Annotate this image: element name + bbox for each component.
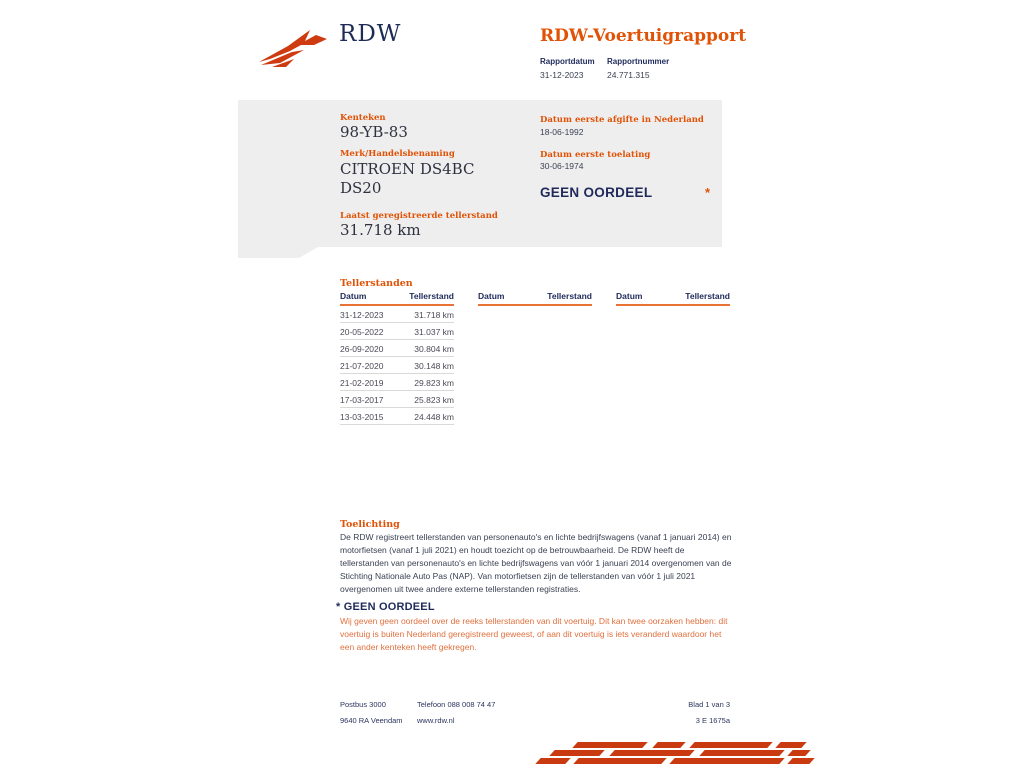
page-title: RDW-Voertuigrapport bbox=[540, 26, 747, 46]
table-column-group bbox=[478, 291, 592, 425]
cell-datum: 13-03-2015 bbox=[340, 411, 384, 422]
speed-stripe bbox=[535, 758, 570, 764]
cell-tellerstand: 30.804 km bbox=[414, 343, 454, 354]
column-header-datum: Datum bbox=[616, 291, 643, 301]
rdw-speed-lines-graphic bbox=[530, 740, 820, 768]
cell-tellerstand: 30.148 km bbox=[414, 360, 454, 371]
footer-website-link: www.rdw.nl bbox=[417, 716, 455, 725]
asterisk-marker: * bbox=[704, 185, 710, 200]
vehicle-summary-panel bbox=[238, 100, 722, 247]
afgifte-value: 18-06-1992 bbox=[540, 127, 584, 137]
table-body bbox=[340, 306, 454, 425]
cell-tellerstand: 31.718 km bbox=[414, 309, 454, 320]
geen-oordeel-heading: * GEEN OORDEEL bbox=[336, 601, 435, 613]
merk-line2: DS20 bbox=[340, 179, 382, 197]
speed-stripe bbox=[573, 758, 666, 764]
panel-corner-tab bbox=[238, 247, 318, 258]
report-number-block bbox=[607, 57, 669, 80]
cell-tellerstand: 25.823 km bbox=[414, 394, 454, 405]
cell-datum: 31-12-2023 bbox=[340, 309, 384, 320]
table-header bbox=[340, 291, 454, 306]
cell-datum: 21-02-2019 bbox=[340, 377, 384, 388]
report-date-block bbox=[540, 57, 607, 80]
speed-stripe bbox=[787, 758, 814, 764]
column-header-datum: Datum bbox=[478, 291, 505, 301]
table-row bbox=[340, 323, 454, 340]
tellerstand-label: Laatst geregistreerde tellerstand bbox=[340, 211, 498, 221]
cell-datum: 26-09-2020 bbox=[340, 343, 384, 354]
report-number-label: Rapportnummer bbox=[607, 57, 670, 66]
speed-stripe bbox=[775, 742, 806, 748]
toelichting-heading: Toelichting bbox=[340, 519, 400, 530]
speed-stripe bbox=[669, 758, 784, 764]
speed-stripe bbox=[699, 750, 784, 756]
cell-datum: 21-07-2020 bbox=[340, 360, 384, 371]
geen-oordeel-body: Wij geven geen oordeel over de reeks tellerstanden van dit voertuig. Dit kan twee oorzaken hebben: dit voertuig is buiten Nederland geregistreerd geweest, of aan dit voertuig is iets veranderd waardoor het een ander kenteken heeft gekregen. bbox=[340, 616, 728, 652]
merk-line1: CITROEN DS4BC bbox=[340, 160, 475, 178]
rdw-wordmark: RDW bbox=[339, 21, 402, 47]
footer-row bbox=[340, 716, 730, 725]
report-date-value: 31-12-2023 bbox=[540, 70, 584, 80]
cell-datum: 17-03-2017 bbox=[340, 394, 384, 405]
table-column-group bbox=[340, 291, 454, 425]
report-meta bbox=[540, 57, 669, 80]
toelichting-body: De RDW registreert tellerstanden van personenauto's en lichte bedrijfswagens (vanaf 1 januari 2014) en motorfietsen (vanaf 1 juli 2021) en houdt toezicht op de betrouwbaarheid. De RDW heeft de tellerstanden van personenauto's en lichte bedrijfswagens van vóór 1 januari 2014 overgenomen van de Stichting Nationale Auto Pas (NAP). Van motorfietsen zijn de tellerstanden van vóór 1 juli 2021 overgenomen uit twee andere externe tellerstanden registraties. bbox=[340, 532, 732, 594]
speed-stripe bbox=[572, 742, 647, 748]
column-header-tellerstand: Tellerstand bbox=[547, 291, 592, 301]
footer-address-line1: Postbus 3000 bbox=[340, 700, 386, 709]
tellerstand-value: 31.718 km bbox=[340, 221, 421, 239]
speed-stripe bbox=[549, 750, 604, 756]
merk-label: Merk/Handelsbenaming bbox=[340, 149, 455, 159]
footer-phone: Telefoon 088 008 74 47 bbox=[417, 700, 496, 709]
report-number-value: 24.771.315 bbox=[607, 70, 650, 80]
table-header bbox=[616, 291, 730, 306]
speed-stripe bbox=[609, 750, 694, 756]
speed-stripe bbox=[787, 750, 810, 756]
footer-form-code: 3 E 1675a bbox=[695, 716, 730, 725]
footer-row bbox=[340, 700, 730, 709]
rdw-bird-logo-icon bbox=[258, 26, 330, 68]
table-row bbox=[340, 391, 454, 408]
cell-tellerstand: 24.448 km bbox=[414, 411, 454, 422]
merk-value bbox=[340, 160, 474, 198]
tellerstanden-heading: Tellerstanden bbox=[340, 278, 413, 289]
table-row bbox=[340, 374, 454, 391]
verdict-text: GEEN OORDEEL bbox=[540, 185, 653, 200]
tellerstanden-table bbox=[340, 291, 730, 425]
kenteken-label: Kenteken bbox=[340, 113, 386, 123]
speed-stripe bbox=[652, 742, 685, 748]
page-footer bbox=[340, 700, 730, 732]
column-header-tellerstand: Tellerstand bbox=[409, 291, 454, 301]
report-date-label: Rapportdatum bbox=[540, 57, 595, 66]
toelating-label: Datum eerste toelating bbox=[540, 150, 651, 160]
footer-address-line2: 9640 RA Veendam bbox=[340, 716, 403, 725]
toelating-value: 30-06-1974 bbox=[540, 161, 584, 171]
table-header bbox=[478, 291, 592, 306]
cell-datum: 20-05-2022 bbox=[340, 326, 384, 337]
column-header-tellerstand: Tellerstand bbox=[685, 291, 730, 301]
column-header-datum: Datum bbox=[340, 291, 367, 301]
table-row bbox=[340, 340, 454, 357]
kenteken-value: 98-YB-83 bbox=[340, 123, 408, 141]
afgifte-label: Datum eerste afgifte in Nederland bbox=[540, 115, 704, 125]
speed-stripe bbox=[689, 742, 772, 748]
table-row bbox=[340, 357, 454, 374]
table-column-group bbox=[616, 291, 730, 425]
footer-page-number: Blad 1 van 3 bbox=[688, 700, 730, 709]
cell-tellerstand: 31.037 km bbox=[414, 326, 454, 337]
table-row bbox=[340, 408, 454, 425]
cell-tellerstand: 29.823 km bbox=[414, 377, 454, 388]
table-row bbox=[340, 306, 454, 323]
